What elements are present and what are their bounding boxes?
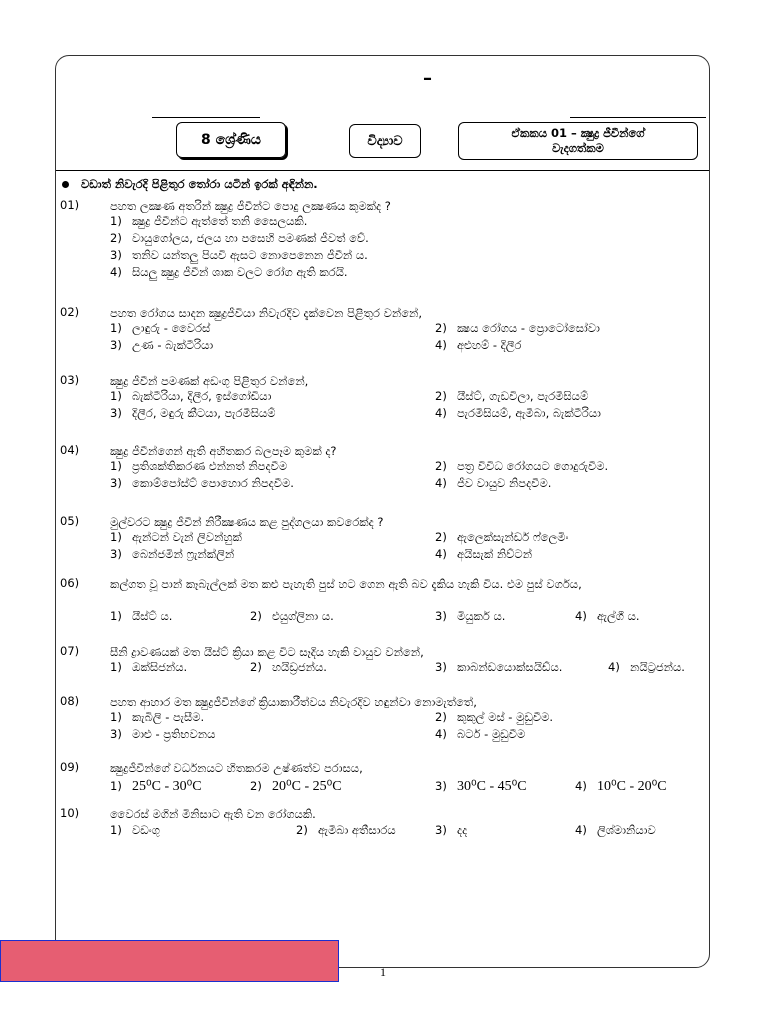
option-number: 4)	[435, 727, 447, 741]
answer-option[interactable]	[435, 609, 505, 624]
answer-option[interactable]	[435, 660, 562, 675]
option-text: වඩංගු	[132, 823, 160, 837]
answer-option[interactable]	[435, 710, 553, 725]
option-text: උණ - බැක්ටීරියා	[132, 338, 214, 352]
question-text: ක්‍ෂුද්‍ර ජීවීන් පමණක් අඩංගු පිළිතුර වන්නේ,	[110, 374, 309, 388]
answer-option[interactable]	[435, 321, 600, 336]
option-text: අයිසැක් නිව්ටන්	[457, 547, 533, 561]
answer-option[interactable]	[110, 727, 215, 742]
option-number: 4)	[575, 823, 587, 837]
answer-option[interactable]	[608, 660, 685, 675]
answer-option[interactable]	[110, 321, 210, 336]
option-number: 4)	[575, 609, 587, 623]
option-number: 2)	[435, 710, 447, 724]
option-text: ඇල්ගී ය.	[597, 609, 640, 623]
page-number: 1	[380, 965, 386, 979]
grade-box	[176, 122, 286, 158]
question-text: පහත රෝගය සාදන ක්‍ෂුද්‍රජීවියා නිවැරදිව දැක්වෙන පිළිතුර වන්නේ,	[110, 306, 423, 320]
question-number: 09)	[60, 760, 80, 774]
question-text: මුල්වරට ක්‍ෂුද්‍ර ජීවීන් නිරීක්‍ෂණය කළ පුද්ගලයා කවරෙක්ද ?	[110, 515, 384, 529]
option-number: 3)	[110, 338, 122, 352]
option-text: අළුහම් - දිලීර	[457, 338, 522, 352]
answer-option[interactable]	[435, 530, 568, 545]
option-number: 2)	[250, 609, 262, 623]
option-text: 20⁰C - 25⁰C	[272, 779, 342, 794]
option-number: 2)	[296, 823, 308, 837]
answer-option[interactable]	[435, 459, 608, 474]
answer-option[interactable]	[110, 547, 234, 562]
answer-option[interactable]	[575, 609, 640, 624]
option-text: මියුකර් ය.	[457, 609, 506, 623]
option-number: 1)	[110, 609, 122, 623]
subject-box	[349, 124, 421, 158]
option-number: 2)	[435, 530, 447, 544]
answer-option[interactable]	[435, 389, 588, 404]
option-number: 1)	[110, 660, 122, 674]
option-text: නයිට්‍රජන්ය.	[630, 660, 685, 674]
option-number: 4)	[575, 779, 587, 793]
option-text: මාළු - ප්‍රතිභවනය	[132, 727, 216, 741]
grade-label: 8 ශ්‍රේණිය	[201, 132, 261, 148]
option-number: 1)	[110, 214, 122, 228]
answer-option[interactable]	[110, 248, 368, 263]
subject-label: විද්‍යාව	[367, 133, 403, 149]
option-text: බටර් - මුඩුවීම	[457, 727, 526, 741]
answer-option[interactable]	[250, 778, 342, 795]
option-text: ප්‍රතිශක්තිකරණ එන්නත් නිපදවීම	[132, 459, 288, 473]
option-text: ඇමීබා අතීසාරය	[318, 823, 396, 837]
answer-option[interactable]	[110, 406, 276, 421]
option-text: දද	[457, 823, 468, 837]
answer-option[interactable]	[110, 710, 204, 725]
question-text: ක්‍ෂුද්‍රජීවීන්ගේ වර්ධනයට හිතකරම උෂ්ණත්ව පරාසය,	[110, 761, 363, 775]
option-number: 3)	[110, 547, 122, 561]
answer-option[interactable]	[435, 778, 527, 795]
option-text: කොම්පෝස්ට් පොහොර නිපදවීම.	[132, 476, 294, 490]
option-number: 2)	[435, 321, 447, 335]
option-number: 2)	[110, 231, 122, 245]
instruction-text: වඩාත් නිවැරදි පිළිතුර තෝරා යටින් ඉරක් අඳින්න.	[81, 177, 318, 191]
question-text: සීනි ද්‍රාවණයක් මත යීස්ට් ක්‍රියා කළ විට සෑදිය හැකි වායුව වන්නේ,	[110, 645, 424, 659]
question-number: 04)	[60, 443, 80, 457]
option-text: සියලු ක්‍ෂුද්‍ර ජීවීන් ශාක වලට රෝග ඇති කරයි.	[132, 265, 348, 279]
bullet-icon	[62, 181, 69, 188]
answer-option[interactable]	[435, 406, 601, 421]
answer-option[interactable]	[110, 476, 294, 491]
answer-option[interactable]	[435, 476, 551, 491]
answer-option[interactable]	[435, 727, 525, 742]
option-text: ක්‍ෂය රෝගය - ප්‍රොටෝසෝවා	[457, 321, 600, 335]
option-number: 3)	[435, 823, 447, 837]
option-number: 1)	[110, 823, 122, 837]
option-number: 4)	[435, 338, 447, 352]
answer-option[interactable]	[250, 609, 334, 624]
question-number: 06)	[60, 576, 80, 590]
answer-option[interactable]	[110, 660, 187, 675]
option-number: 4)	[435, 406, 447, 420]
answer-option[interactable]	[110, 389, 271, 404]
unit-title-line2: වැදගත්කම	[552, 141, 604, 155]
answer-option[interactable]	[110, 823, 160, 838]
option-text: 25⁰C - 30⁰C	[132, 779, 202, 794]
answer-option[interactable]	[575, 823, 656, 838]
answer-option[interactable]	[296, 823, 396, 838]
name-blank-line	[152, 117, 260, 118]
answer-option[interactable]	[110, 265, 348, 280]
option-number: 3)	[110, 248, 122, 262]
option-text: කාබන්ඩයොක්සයිඩ්ය.	[457, 660, 563, 674]
option-number: 4)	[435, 476, 447, 490]
question-text: කල්ගත වූ පාන් කෑබැල්ලක් මත කළු පැහැති පුස් හට ගෙන ඇති බව දැකිය හැකි විය. එම පුස් වර්ගය,	[110, 577, 582, 591]
option-number: 4)	[608, 660, 620, 674]
question-number: 10)	[60, 806, 80, 820]
answer-option[interactable]	[110, 530, 242, 545]
answer-option[interactable]	[435, 823, 467, 838]
option-text: යීස්ට්, ගැඩවිලා, පැරමීසියම්	[457, 389, 589, 403]
option-text: පැරමීසියම්, ඇමීබා, බැක්ටීරියා	[457, 406, 601, 420]
question-number: 07)	[60, 644, 80, 658]
option-number: 1)	[110, 321, 122, 335]
question-text: වෛරස් මගින් මිනිසාට ඇති වන රෝගයකි.	[110, 807, 316, 821]
option-number: 3)	[435, 609, 447, 623]
answer-option[interactable]	[110, 214, 307, 229]
answer-option[interactable]	[435, 547, 532, 562]
answer-option[interactable]	[110, 459, 287, 474]
option-number: 2)	[250, 779, 262, 793]
option-text: බෙන්ජමින් ෆ්‍රැන්ක්ලින්	[132, 547, 235, 561]
option-text: ඇන්ටන් වැන් ලිවන්හුක්	[132, 530, 242, 544]
question-number: 08)	[60, 694, 80, 708]
question-text: පහත ආහාර මත ක්‍ෂුද්‍රජීවීන්ගේ ක්‍රියාකාරීත්වය නිවැරදිව හඳුන්වා නොමැත්තේ,	[110, 695, 477, 709]
option-number: 3)	[110, 727, 122, 741]
answer-option[interactable]	[435, 338, 521, 353]
option-text: යීස්ට් ය.	[132, 609, 173, 623]
option-text: 30⁰C - 45⁰C	[457, 779, 527, 794]
option-number: 1)	[110, 459, 122, 473]
option-text: ජීව වායුව නිපදවීම.	[457, 476, 552, 490]
option-number: 2)	[435, 459, 447, 473]
option-text: ලිශ්මානියාව	[597, 823, 656, 837]
highlight-box	[0, 940, 339, 982]
option-text: 10⁰C - 20⁰C	[597, 779, 667, 794]
header-divider	[56, 170, 709, 171]
option-number: 1)	[110, 779, 122, 793]
answer-option[interactable]	[110, 231, 369, 246]
option-number: 4)	[110, 265, 122, 279]
option-number: 1)	[110, 530, 122, 544]
option-text: කැබිලි - පැසීම.	[132, 710, 205, 724]
option-text: දිලීර, මඳුරු කීටයා, පැරමීසියම්	[132, 406, 276, 420]
option-text: වායුගෝලය, ජලය හා පසෙහි පමණක් ජීවත් වේ.	[132, 231, 369, 245]
option-number: 1)	[110, 710, 122, 724]
option-text: පත්‍ර විවිධ රෝගයට ගොදුරුවීම.	[457, 459, 609, 473]
option-text: ලාඳුරු - වෛරස්	[132, 321, 211, 335]
question-number: 03)	[60, 373, 80, 387]
option-number: 3)	[110, 476, 122, 490]
answer-option[interactable]	[110, 609, 172, 624]
header-dash: –	[423, 68, 432, 89]
answer-option[interactable]	[575, 778, 667, 795]
option-text: ඔක්සිජන්ය.	[132, 660, 188, 674]
option-number: 4)	[435, 547, 447, 561]
option-text: කුකුල් මස් - මුඩුවීම.	[457, 710, 554, 724]
question-number: 05)	[60, 514, 80, 528]
instruction	[62, 177, 318, 192]
answer-option[interactable]	[110, 778, 202, 795]
option-text: ඇලෙක්සැන්ඩර් ෆ්ලෙමිං	[457, 530, 569, 544]
option-text: තනිව යන්තලු පියවි ඇසට නොපෙනෙන ජීවීන් ය.	[132, 248, 368, 262]
option-text: බැක්ටීරියා, දිලීර, ඉස්ගෝඩියා	[132, 389, 272, 403]
option-number: 3)	[435, 779, 447, 793]
option-number: 1)	[110, 389, 122, 403]
unit-box	[458, 122, 698, 160]
question-number: 01)	[60, 198, 80, 212]
index-blank-line	[570, 117, 706, 118]
option-text: එයුග්ලිනා ය.	[272, 609, 334, 623]
option-text: ක්‍ෂුද්‍ර ජීවීන්ට ඇත්තේ තනි සෛලයකි.	[132, 214, 308, 228]
option-number: 3)	[435, 660, 447, 674]
answer-option[interactable]	[110, 338, 213, 353]
option-number: 2)	[250, 660, 262, 674]
option-number: 3)	[110, 406, 122, 420]
option-text: හයිඩ්‍රජන්ය.	[272, 660, 327, 674]
question-text: ක්‍ෂුද්‍ර ජීවීන්ගෙන් ඇති අහිතකර බලපෑම කුමක් ද?	[110, 444, 337, 458]
question-text: පහත ලක්‍ෂණ අතරින් ක්‍ෂුද්‍ර ජීවීන්ට පොදු ලක්‍ෂණය කුමක්ද ?	[110, 199, 391, 213]
answer-option[interactable]	[250, 660, 327, 675]
unit-title-line1: ඒකකය 01 – ක්‍ෂුද්‍ර ජීවීන්ගේ	[511, 126, 645, 140]
question-number: 02)	[60, 305, 80, 319]
option-number: 2)	[435, 389, 447, 403]
